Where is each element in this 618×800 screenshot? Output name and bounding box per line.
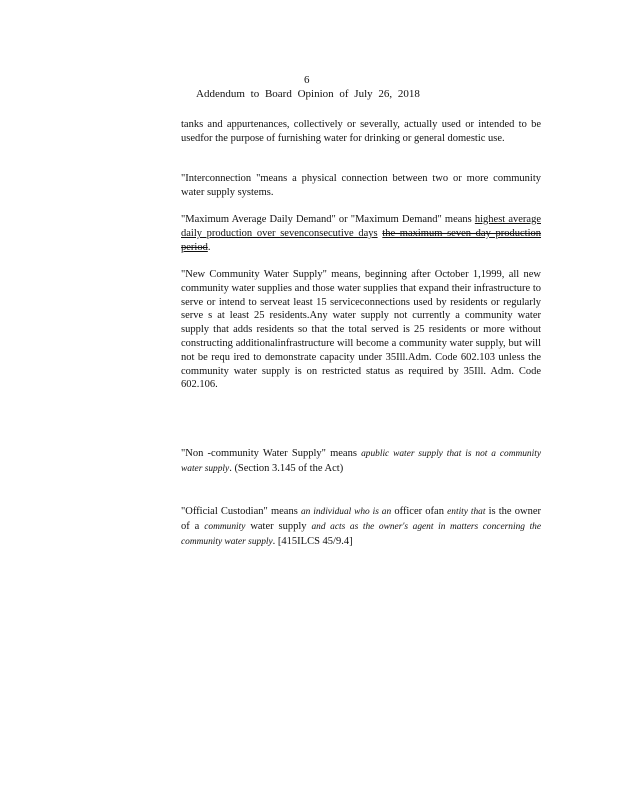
paragraph-text: "Interconnection "means a physical connection between two or more community water supply systems. bbox=[181, 173, 541, 198]
paragraph-new-community-water-supply bbox=[181, 268, 541, 392]
inserted-text: water supply bbox=[250, 520, 307, 532]
statutory-text: apublic water supply that is not a community water supply bbox=[181, 449, 541, 474]
citation: . [415ILCS 45/9.4] bbox=[272, 535, 353, 547]
definition-term: "Non -community Water Supply" means bbox=[181, 448, 357, 459]
statutory-text: an individual who is an bbox=[300, 507, 392, 517]
punctuation: . bbox=[207, 241, 211, 253]
statutory-text: and acts as the owner's agent in matters concerning the community water supply bbox=[181, 521, 542, 547]
paragraph-non-community-water-supply bbox=[181, 447, 541, 477]
paragraph-text: tanks and appurtenances, collectively or severally, actually used or intended to be usedfor the purpose of furnishing water for drinking or general domestic use. bbox=[181, 119, 541, 144]
inserted-text: highest average daily production over sevenconsecutive days bbox=[181, 214, 541, 239]
paragraph-text bbox=[181, 447, 541, 477]
paragraph-maximum-demand bbox=[181, 213, 541, 254]
definition-term: "Official Custodian" means bbox=[181, 506, 298, 517]
page-number: 6 bbox=[304, 74, 310, 86]
inserted-text: officer ofan bbox=[394, 506, 444, 517]
definition-term: "Maximum Average Daily Demand" or "Maximum Demand" means bbox=[181, 214, 472, 225]
statutory-text: community bbox=[204, 521, 246, 532]
page-header: Addendum to Board Opinion of July 26, 2018 bbox=[196, 88, 420, 100]
paragraph-official-custodian bbox=[181, 505, 541, 549]
inserted-text: is the owner of a bbox=[181, 506, 541, 532]
paragraph-text bbox=[181, 213, 541, 254]
paragraph-text: "New Community Water Supply" means, beginning after October 1,1999, all new community water supplies and those water supplies that expand their infrastructure to serve or intend to serveat least 15 serviceconnections used by residents or regularly serve s at least 25 residents.Any water supply not currently a community water supply that adds residents so that the total served is 25 residents or more without constructing additionalinfrastructure will become a community water supply, but will not be requ ired to demonstrate capacity under 35Ill.Adm. Code 602.103 unless the community water supply is on restricted status as required by 35Ill. Adm. Code 602.106. bbox=[181, 269, 541, 391]
statutory-text: entity that bbox=[447, 507, 486, 517]
citation: . (Section 3.145 of the Act) bbox=[229, 462, 344, 474]
paragraph-text bbox=[181, 505, 541, 549]
deleted-text: the maximum seven day production period bbox=[181, 227, 542, 253]
paragraph-pws-continuation bbox=[181, 118, 541, 146]
paragraph-interconnection bbox=[181, 172, 541, 200]
